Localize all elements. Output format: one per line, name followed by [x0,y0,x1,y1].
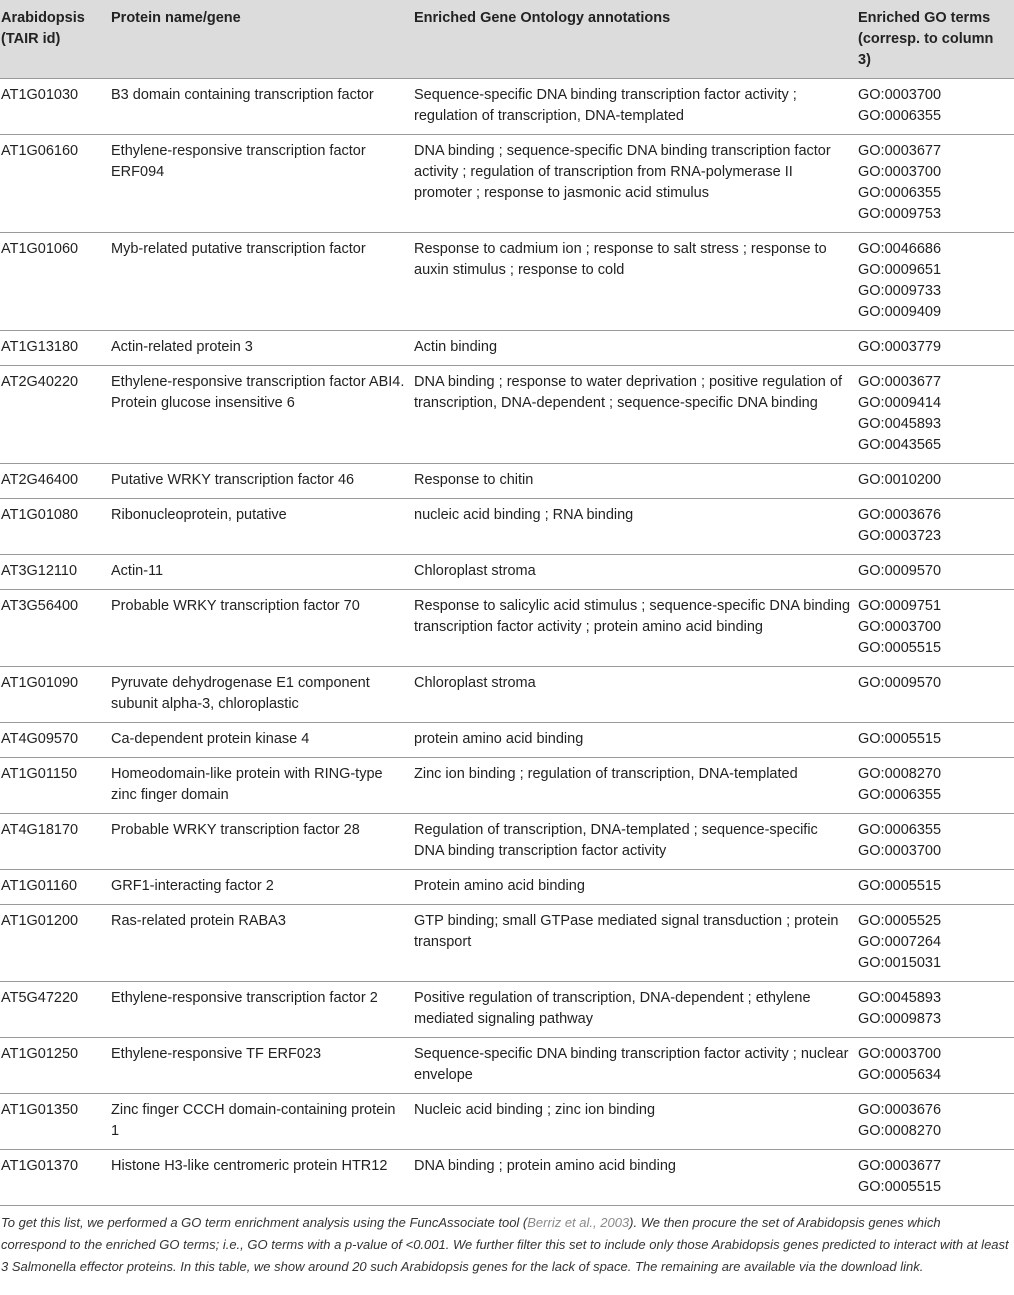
table-row [0,723,1014,758]
header-go-annotations: Enriched Gene Ontology annotations [414,10,671,26]
table-body [0,79,1014,1206]
table-row [0,499,1014,555]
table-row [0,366,1014,464]
go-term: GO:0003700 [858,164,942,180]
go-term: GO:0005515 [858,878,942,894]
go-term: GO:0005634 [858,1067,942,1083]
header-row [0,0,1014,79]
tair-id-cell: AT1G01060 [1,241,79,257]
go-annotations-cell: Chloroplast stroma [414,675,536,691]
protein-name-cell: Ribonucleoprotein, putative [111,507,287,523]
go-term: GO:0009414 [858,395,942,411]
go-term: GO:0007264 [858,934,942,950]
go-annotations-cell: Regulation of transcription, DNA-templated ; sequence-specific DNA binding transcription factor activity [414,822,818,859]
tair-id-cell: AT2G40220 [1,374,79,390]
protein-name-cell: B3 domain containing transcription factor [111,87,374,103]
go-annotations-cell: Protein amino acid binding [414,878,585,894]
protein-name-cell: Myb-related putative transcription factor [111,241,366,257]
footnote-citation-link[interactable]: Berriz et al., 2003 [527,1215,630,1230]
table-row [0,814,1014,870]
go-terms-cell [857,905,1014,982]
header-go-terms: Enriched GO terms (corresp. to column 3) [858,10,994,68]
tair-id-cell: AT1G01160 [1,878,78,894]
go-annotations-cell: Sequence-specific DNA binding transcription factor activity ; regulation of transcription, DNA-templated [414,87,797,124]
go-annotations-cell: GTP binding; small GTPase mediated signal transduction ; protein transport [414,913,839,950]
protein-name-cell: Ethylene-responsive transcription factor ABI4. Protein glucose insensitive 6 [111,374,405,411]
tair-id-cell: AT1G01030 [1,87,79,103]
go-annotations-cell: Nucleic acid binding ; zinc ion binding [414,1102,656,1118]
protein-name-cell: Pyruvate dehydrogenase E1 component subunit alpha-3, chloroplastic [111,675,370,712]
go-terms-cell [857,814,1014,870]
tair-id-cell: AT1G01150 [1,766,78,782]
go-annotations-cell: Response to cadmium ion ; response to salt stress ; response to auxin stimulus ; response to cold [414,241,827,278]
go-annotations-cell: nucleic acid binding ; RNA binding [414,507,634,523]
tair-id-cell: AT1G01080 [1,507,79,523]
go-terms-cell [857,590,1014,667]
go-term: GO:0003700 [858,87,942,103]
go-term: GO:0008270 [858,1123,942,1139]
go-term: GO:0005515 [858,640,942,656]
go-annotations-cell: protein amino acid binding [414,731,584,747]
go-terms-cell [857,758,1014,814]
header-protein-name: Protein name/gene [111,10,241,26]
tair-id-cell: AT4G09570 [1,731,79,747]
go-term: GO:0006355 [858,108,942,124]
table-row [0,555,1014,590]
table-row [0,331,1014,366]
go-term: GO:0045893 [858,990,942,1006]
go-term: GO:0005525 [858,913,942,929]
go-terms-cell [857,331,1014,366]
protein-name-cell: GRF1-interacting factor 2 [111,878,274,894]
tair-id-cell: AT1G01350 [1,1102,79,1118]
go-term: GO:0006355 [858,822,942,838]
tair-id-cell: AT1G01370 [1,1158,79,1174]
table-row [0,233,1014,331]
go-term: GO:0009751 [858,598,942,614]
go-term: GO:0005515 [858,1179,942,1195]
protein-name-cell: Actin-related protein 3 [111,339,253,355]
go-annotations-cell: Chloroplast stroma [414,563,536,579]
protein-name-cell: Putative WRKY transcription factor 46 [111,472,355,488]
table-row [0,1150,1014,1206]
go-annotations-cell: Response to chitin [414,472,534,488]
protein-name-cell: Ethylene-responsive transcription factor 2 [111,990,378,1006]
go-term: GO:0009753 [858,206,942,222]
go-annotations-cell: DNA binding ; response to water deprivation ; positive regulation of transcription, DNA-dependent ; sequence-specific DNA binding [414,374,842,411]
header-tair-id: Arabidopsis (TAIR id) [1,10,85,47]
tair-id-cell: AT1G06160 [1,143,79,159]
go-terms-cell [857,233,1014,331]
table-row [0,905,1014,982]
protein-name-cell: Probable WRKY transcription factor 70 [111,598,360,614]
go-annotations-cell: DNA binding ; protein amino acid binding [414,1158,676,1174]
protein-name-cell: Ras-related protein RABA3 [111,913,286,929]
tair-id-cell: AT1G01090 [1,675,79,691]
go-annotations-cell: Actin binding [414,339,498,355]
table-row [0,135,1014,233]
go-terms-cell [857,366,1014,464]
go-term: GO:0010200 [858,472,942,488]
tair-id-cell: AT3G56400 [1,598,79,614]
protein-name-cell: Histone H3-like centromeric protein HTR12 [111,1158,388,1174]
table-row [0,79,1014,135]
protein-name-cell: Actin-11 [111,563,164,579]
go-term: GO:0045893 [858,416,942,432]
go-terms-cell [857,499,1014,555]
table-row [0,1038,1014,1094]
go-term: GO:0006355 [858,787,942,803]
protein-name-cell: Homeodomain-like protein with RING-type zinc finger domain [111,766,383,803]
go-term: GO:0009733 [858,283,942,299]
go-annotations-cell: DNA binding ; sequence-specific DNA binding transcription factor activity ; regulation of transcription from RNA-polymerase II promoter ; response to jasmonic acid stimulus [414,143,831,201]
go-term: GO:0003700 [858,1046,942,1062]
go-term: GO:0009570 [858,675,942,691]
go-terms-cell [857,870,1014,905]
go-annotations-cell: Response to salicylic acid stimulus ; sequence-specific DNA binding transcription factor activity ; protein amino acid binding [414,598,851,635]
go-terms-cell [857,1094,1014,1150]
protein-name-cell: Ethylene-responsive transcription factor ERF094 [111,143,366,180]
protein-name-cell: Ethylene-responsive TF ERF023 [111,1046,322,1062]
table-row [0,982,1014,1038]
protein-name-cell: Zinc finger CCCH domain-containing protein 1 [111,1102,396,1139]
go-term: GO:0003700 [858,843,942,859]
go-term: GO:0003676 [858,1102,942,1118]
footnote-text-start: To get this list, we performed a GO term enrichment analysis using the FuncAssociate tool ( [1,1215,528,1230]
go-annotations-cell: Positive regulation of transcription, DNA-dependent ; ethylene mediated signaling pathway [414,990,811,1027]
tair-id-cell: AT1G01200 [1,913,79,929]
tair-id-cell: AT1G13180 [1,339,79,355]
go-term: GO:0003723 [858,528,942,544]
tair-id-cell: AT4G18170 [1,822,79,838]
go-terms-cell [857,723,1014,758]
go-term: GO:0008270 [858,766,942,782]
go-terms-cell [857,555,1014,590]
tair-id-cell: AT2G46400 [1,472,79,488]
go-term: GO:0009409 [858,304,942,320]
go-terms-cell [857,667,1014,723]
go-terms-cell [857,1150,1014,1206]
table-footnote [0,1206,1011,1278]
go-terms-cell [857,79,1014,135]
protein-name-cell: Probable WRKY transcription factor 28 [111,822,360,838]
go-term: GO:0003677 [858,1158,942,1174]
go-term: GO:0046686 [858,241,942,257]
tair-id-cell: AT5G47220 [1,990,79,1006]
go-term: GO:0043565 [858,437,942,453]
go-annotations-cell: Sequence-specific DNA binding transcription factor activity ; nuclear envelope [414,1046,849,1083]
go-term: GO:0005515 [858,731,942,747]
go-terms-cell [857,982,1014,1038]
go-term: GO:0009570 [858,563,942,579]
table-row [0,1094,1014,1150]
tair-id-cell: AT1G01250 [1,1046,79,1062]
go-terms-cell [857,1038,1014,1094]
go-term: GO:0006355 [858,185,942,201]
table-row [0,667,1014,723]
tair-id-cell: AT3G12110 [1,563,78,579]
table-row [0,464,1014,499]
go-term: GO:0003676 [858,507,942,523]
go-terms-cell [857,464,1014,499]
go-term: GO:0015031 [858,955,942,971]
go-term: GO:0009651 [858,262,942,278]
go-annotations-cell: Zinc ion binding ; regulation of transcription, DNA-templated [414,766,798,782]
go-terms-cell [857,135,1014,233]
go-term: GO:0003677 [858,143,942,159]
table-row [0,870,1014,905]
go-term: GO:0003779 [858,339,942,355]
go-term: GO:0003700 [858,619,942,635]
go-term: GO:0003677 [858,374,942,390]
table-row [0,590,1014,667]
protein-name-cell: Ca-dependent protein kinase 4 [111,731,310,747]
table-header [0,0,1014,79]
go-term: GO:0009873 [858,1011,942,1027]
table-row [0,758,1014,814]
footnote-text-end: ). We then procure the set of Arabidopsis genes which correspond to the enriched GO terms; i.e., GO terms with a p-value of <0.001. We further filter this set to include only those Arabidopsis genes predicted to interact with at least 3 Salmonella effector proteins. In this table, we show around 20 such Arabidopsis genes for the lack of space. The remaining are available via the download link. [1,1215,1009,1274]
